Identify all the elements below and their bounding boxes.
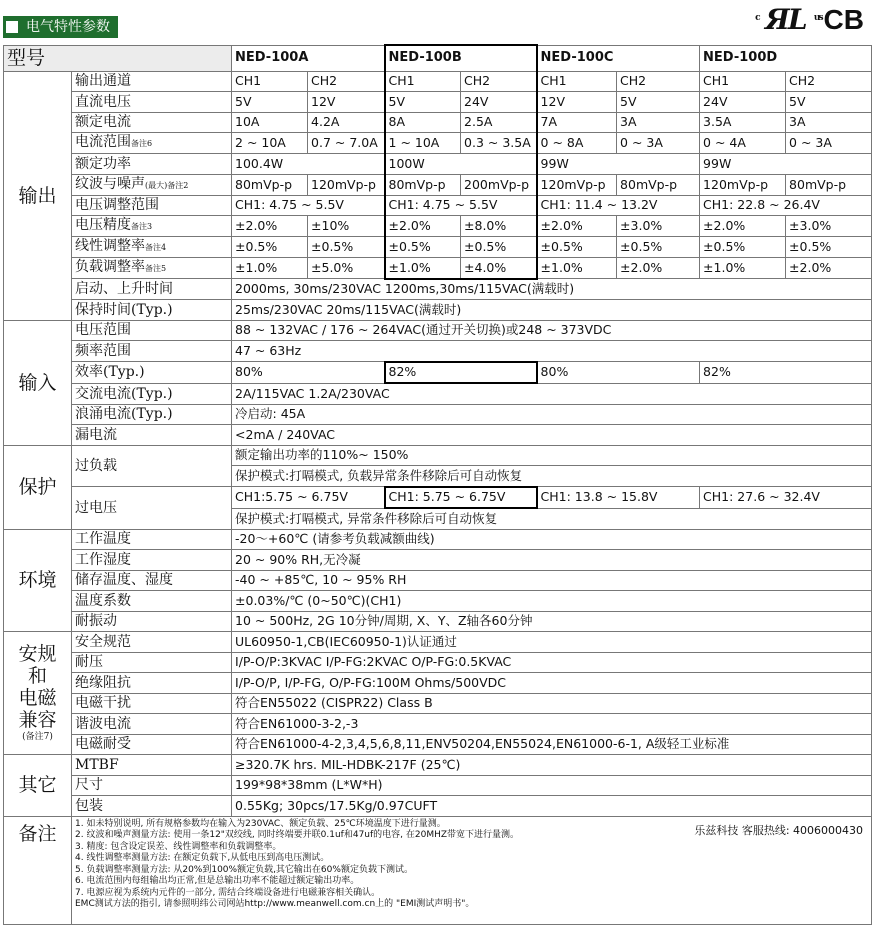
row-vrange bbox=[4, 320, 872, 341]
cb-logo: CB bbox=[823, 4, 864, 35]
cell: 5V bbox=[385, 92, 461, 113]
cell: ±0.5% bbox=[461, 237, 537, 258]
cell: 100W bbox=[385, 154, 537, 175]
label-channels: 输出通道 bbox=[72, 71, 232, 92]
cell: 0.55Kg; 30pcs/17.5Kg/0.97CUFT bbox=[232, 796, 872, 817]
cell: ±2.0% bbox=[617, 258, 700, 279]
cell: 符合EN61000-3-2,-3 bbox=[232, 714, 872, 735]
cell: 8A bbox=[385, 112, 461, 133]
cell: 20 ~ 90% RH,无冷凝 bbox=[232, 550, 872, 571]
label-eff: 效率(Typ.) bbox=[72, 362, 232, 384]
cell: ±8.0% bbox=[461, 216, 537, 237]
note-line: 1. 如未特别说明, 所有规格参数均在输入为230VAC、额定负载、25℃环境温度下进行量测。 bbox=[75, 818, 446, 829]
row-power bbox=[4, 154, 872, 175]
label-pack: 包装 bbox=[72, 796, 232, 817]
cell: CH2 bbox=[617, 71, 700, 92]
cell: CH1: 11.4 ~ 13.2V bbox=[537, 195, 700, 216]
label-vrange: 电压范围 bbox=[72, 320, 232, 341]
cell: 1 ~ 10A bbox=[385, 133, 461, 154]
category-safety: 安规 和 电磁 兼容 (备注7) bbox=[4, 632, 72, 755]
row-mtbf bbox=[4, 755, 872, 776]
cell: 120mVp-p bbox=[308, 174, 385, 195]
cell: ±0.5% bbox=[786, 237, 872, 258]
cell: ±0.5% bbox=[308, 237, 385, 258]
label-setup: 启动、上升时间 bbox=[72, 279, 232, 300]
row-tolerance bbox=[4, 216, 872, 237]
label-ems: 电磁耐受 bbox=[72, 734, 232, 755]
row-channels bbox=[4, 71, 872, 92]
label-current: 额定电流 bbox=[72, 112, 232, 133]
label-harm: 谐波电流 bbox=[72, 714, 232, 735]
row-ac bbox=[4, 383, 872, 404]
row-iso bbox=[4, 673, 872, 694]
row-voltage bbox=[4, 92, 872, 113]
model-d: NED-100D bbox=[700, 45, 872, 71]
cell: 199*98*38mm (L*W*H) bbox=[232, 775, 872, 796]
row-inrush bbox=[4, 404, 872, 425]
cell: ±2.0% bbox=[786, 258, 872, 279]
model-c: NED-100C bbox=[537, 45, 700, 71]
cell: CH1 bbox=[385, 71, 461, 92]
cell: 24V bbox=[700, 92, 786, 113]
cell: 符合EN55022 (CISPR22) Class B bbox=[232, 693, 872, 714]
cell: ±3.0% bbox=[786, 216, 872, 237]
ul-logo: c ЯL us bbox=[755, 3, 822, 36]
cell: 保护模式:打嗝模式, 异常条件移除后可自动恢复 bbox=[232, 508, 872, 529]
cell: I/P-O/P, I/P-FG, O/P-FG:100M Ohms/500VDC bbox=[232, 673, 872, 694]
label-temp: 工作温度 bbox=[72, 529, 232, 550]
cell: 80% bbox=[537, 362, 700, 384]
cell: 10 ~ 500Hz, 2G 10分钟/周期, X、Y、Z轴各60分钟 bbox=[232, 611, 872, 632]
cell: 4.2A bbox=[308, 112, 385, 133]
cell: 2.5A bbox=[461, 112, 537, 133]
cell: 0 ~ 8A bbox=[537, 133, 617, 154]
cell: CH1: 4.75 ~ 5.5V bbox=[232, 195, 385, 216]
label-std: 安全规范 bbox=[72, 632, 232, 653]
note-line: 3. 精度: 包含设定误差、线性调整率和负载调整率。 bbox=[75, 841, 282, 852]
cell: 47 ~ 63Hz bbox=[232, 341, 872, 362]
row-humid bbox=[4, 550, 872, 571]
cell: 12V bbox=[308, 92, 385, 113]
cell: 2000ms, 30ms/230VAC 1200ms,30ms/115VAC(满载时) bbox=[232, 279, 872, 300]
cell: CH1 bbox=[700, 71, 786, 92]
cell: CH2 bbox=[461, 71, 537, 92]
label-voltage: 直流电压 bbox=[72, 92, 232, 113]
label-inrush: 浪涌电流(Typ.) bbox=[72, 404, 232, 425]
cell: CH2 bbox=[308, 71, 385, 92]
cell: 82% bbox=[385, 362, 537, 384]
cell: CH1 bbox=[232, 71, 308, 92]
note-line: 4. 线性调整率测量方法: 在额定负载下,从低电压到高电压测试。 bbox=[75, 853, 330, 863]
cell: I/P-O/P:3KVAC I/P-FG:2KVAC O/P-FG:0.5KVAC bbox=[232, 652, 872, 673]
row-ov-1 bbox=[4, 487, 872, 509]
notes-cell bbox=[72, 816, 872, 924]
cell: 80mVp-p bbox=[385, 174, 461, 195]
cell: 5V bbox=[232, 92, 308, 113]
label-ol: 过负载 bbox=[72, 445, 232, 487]
model-label: 型号 bbox=[4, 45, 232, 71]
cell: ±3.0% bbox=[617, 216, 700, 237]
category-input: 输入 bbox=[4, 320, 72, 445]
note-line: 5. 负载调整率测量方法: 从20%到100%额定负载,其它输出在60%额定负载下测试。 bbox=[75, 864, 413, 875]
page-header bbox=[0, 0, 874, 44]
cell: 120mVp-p bbox=[700, 174, 786, 195]
cell: ±2.0% bbox=[232, 216, 308, 237]
label-vib: 耐振动 bbox=[72, 611, 232, 632]
row-temp bbox=[4, 529, 872, 550]
category-output: 输出 bbox=[4, 71, 72, 320]
model-a: NED-100A bbox=[232, 45, 385, 71]
cell: 82% bbox=[700, 362, 872, 384]
row-harm bbox=[4, 714, 872, 735]
category-others: 其它 bbox=[4, 755, 72, 817]
certification-marks bbox=[755, 3, 864, 36]
cell: CH2 bbox=[786, 71, 872, 92]
row-ol-1 bbox=[4, 445, 872, 466]
cell: 5V bbox=[786, 92, 872, 113]
cell: ≥320.7K hrs. MIL-HDBK-217F (25℃) bbox=[232, 755, 872, 776]
cell: 12V bbox=[537, 92, 617, 113]
cell: 25ms/230VAC 20ms/115VAC(满载时) bbox=[232, 300, 872, 321]
cell: 0 ~ 4A bbox=[700, 133, 786, 154]
cell: ±0.03%/℃ (0~50℃)(CH1) bbox=[232, 591, 872, 612]
cell: <2mA / 240VAC bbox=[232, 425, 872, 446]
cell: 99W bbox=[700, 154, 872, 175]
label-ov: 过电压 bbox=[72, 487, 232, 530]
cell: 符合EN61000-4-2,3,4,5,6,8,11,ENV50204,EN55024,EN61000-6-1, A级轻工业标准 bbox=[232, 734, 872, 755]
label-iso: 绝缘阻抗 bbox=[72, 673, 232, 694]
label-hold: 保持时间(Typ.) bbox=[72, 300, 232, 321]
cell: ±2.0% bbox=[385, 216, 461, 237]
cell: ±1.0% bbox=[537, 258, 617, 279]
cell: 冷启动: 45A bbox=[232, 404, 872, 425]
row-hold bbox=[4, 300, 872, 321]
cell: 2A/115VAC 1.2A/230VAC bbox=[232, 383, 872, 404]
cell: CH1: 22.8 ~ 26.4V bbox=[700, 195, 872, 216]
row-setup bbox=[4, 279, 872, 300]
row-current-range bbox=[4, 133, 872, 154]
category-protection: 保护 bbox=[4, 445, 72, 529]
cell: 7A bbox=[537, 112, 617, 133]
row-freq bbox=[4, 341, 872, 362]
row-withstand bbox=[4, 652, 872, 673]
row-vib bbox=[4, 611, 872, 632]
label-humid: 工作湿度 bbox=[72, 550, 232, 571]
cell: UL60950-1,CB(IEC60950-1)认证通过 bbox=[232, 632, 872, 653]
cell: ±0.5% bbox=[700, 237, 786, 258]
row-tc bbox=[4, 591, 872, 612]
cell: CH1: 4.75 ~ 5.5V bbox=[385, 195, 537, 216]
row-storage bbox=[4, 570, 872, 591]
cell: 保护模式:打嗝模式, 负载异常条件移除后可自动恢复 bbox=[232, 466, 872, 487]
cell: CH1:5.75 ~ 6.75V bbox=[232, 487, 385, 509]
label-ac: 交流电流(Typ.) bbox=[72, 383, 232, 404]
spec-table bbox=[3, 44, 872, 925]
model-b: NED-100B bbox=[385, 45, 537, 71]
hotline-text: 乐兹科技 客服热线: 4006000430 bbox=[694, 823, 864, 837]
row-load-reg bbox=[4, 258, 872, 279]
cell: 2 ~ 10A bbox=[232, 133, 308, 154]
label-withstand: 耐压 bbox=[72, 652, 232, 673]
label-ripple: 纹波与噪声(最大)备注2 bbox=[72, 174, 232, 195]
cell: 额定输出功率的110%~ 150% bbox=[232, 445, 872, 466]
row-dim bbox=[4, 775, 872, 796]
row-ripple bbox=[4, 174, 872, 195]
cell: 100.4W bbox=[232, 154, 385, 175]
label-tolerance: 电压精度备注3 bbox=[72, 216, 232, 237]
note-line: 2. 纹波和噪声测量方法: 使用一条12"双绞线, 同时终端要并联0.1uf和47uf的电容, 在20MHZ带宽下进行量测。 bbox=[75, 830, 520, 840]
row-emc bbox=[4, 693, 872, 714]
row-notes bbox=[4, 816, 872, 924]
cell: ±1.0% bbox=[232, 258, 308, 279]
cell: ±0.5% bbox=[232, 237, 308, 258]
cell: ±1.0% bbox=[385, 258, 461, 279]
label-line-reg: 线性调整率备注4 bbox=[72, 237, 232, 258]
cell: CH1: 13.8 ~ 15.8V bbox=[537, 487, 700, 509]
cell: ±1.0% bbox=[700, 258, 786, 279]
label-vadj: 电压调整范围 bbox=[72, 195, 232, 216]
row-ems bbox=[4, 734, 872, 755]
cell: ±4.0% bbox=[461, 258, 537, 279]
cell: 99W bbox=[537, 154, 700, 175]
cell: 5V bbox=[617, 92, 700, 113]
cell: 200mVp-p bbox=[461, 174, 537, 195]
label-power: 额定功率 bbox=[72, 154, 232, 175]
row-pack bbox=[4, 796, 872, 817]
cell: CH1: 27.6 ~ 32.4V bbox=[700, 487, 872, 509]
cell: 0.3 ~ 3.5A bbox=[461, 133, 537, 154]
section-title-text: 电气特性参数 bbox=[26, 19, 110, 35]
row-vadj bbox=[4, 195, 872, 216]
model-row bbox=[4, 45, 872, 71]
cell: 120mVp-p bbox=[537, 174, 617, 195]
cell: 10A bbox=[232, 112, 308, 133]
cell: 0.7 ~ 7.0A bbox=[308, 133, 385, 154]
label-leak: 漏电流 bbox=[72, 425, 232, 446]
category-environment: 环境 bbox=[4, 529, 72, 632]
category-notes: 备注 bbox=[4, 816, 72, 924]
cell: 3A bbox=[617, 112, 700, 133]
label-load-reg: 负载调整率备注5 bbox=[72, 258, 232, 279]
cell: 0 ~ 3A bbox=[617, 133, 700, 154]
label-emc: 电磁干扰 bbox=[72, 693, 232, 714]
cell: -20～+60℃ (请参考负载减额曲线) bbox=[232, 529, 872, 550]
cell: 80mVp-p bbox=[232, 174, 308, 195]
square-icon bbox=[6, 21, 18, 33]
section-title bbox=[3, 16, 118, 38]
cell: ±0.5% bbox=[385, 237, 461, 258]
cell: 80mVp-p bbox=[786, 174, 872, 195]
cell: ±10% bbox=[308, 216, 385, 237]
label-dim: 尺寸 bbox=[72, 775, 232, 796]
cell: ±2.0% bbox=[700, 216, 786, 237]
cell: ±2.0% bbox=[537, 216, 617, 237]
label-freq: 频率范围 bbox=[72, 341, 232, 362]
label-current-range: 电流范围备注6 bbox=[72, 133, 232, 154]
cell: 80mVp-p bbox=[617, 174, 700, 195]
cell: 80% bbox=[232, 362, 385, 384]
cell: 24V bbox=[461, 92, 537, 113]
cell: ±5.0% bbox=[308, 258, 385, 279]
label-storage: 储存温度、湿度 bbox=[72, 570, 232, 591]
cell: CH1 bbox=[537, 71, 617, 92]
cell: ±0.5% bbox=[537, 237, 617, 258]
cell: CH1: 5.75 ~ 6.75V bbox=[385, 487, 537, 509]
cell: 3.5A bbox=[700, 112, 786, 133]
cell: -40 ~ +85℃, 10 ~ 95% RH bbox=[232, 570, 872, 591]
cell: 3A bbox=[786, 112, 872, 133]
cell: 88 ~ 132VAC / 176 ~ 264VAC(通过开关切换)或248 ~ 373VDC bbox=[232, 320, 872, 341]
row-eff bbox=[4, 362, 872, 384]
cell: 0 ~ 3A bbox=[786, 133, 872, 154]
label-mtbf: MTBF bbox=[72, 755, 232, 776]
cell: ±0.5% bbox=[617, 237, 700, 258]
note-line: 7. 电源应视为系统内元件的一部分, 需结合终端设备进行电磁兼容相关确认。 bbox=[75, 887, 381, 898]
row-current bbox=[4, 112, 872, 133]
note-line: 6. 电流范围内每组输出均正常,但是总输出功率不能超过额定输出功率。 bbox=[75, 876, 360, 886]
note-line: EMC测试方法的指引, 请参照明纬公司网站http://www.meanwell.com.cn上的 "EMI测试声明书"。 bbox=[75, 899, 475, 909]
row-leak bbox=[4, 425, 872, 446]
label-tc: 温度系数 bbox=[72, 591, 232, 612]
row-line-reg bbox=[4, 237, 872, 258]
row-std bbox=[4, 632, 872, 653]
